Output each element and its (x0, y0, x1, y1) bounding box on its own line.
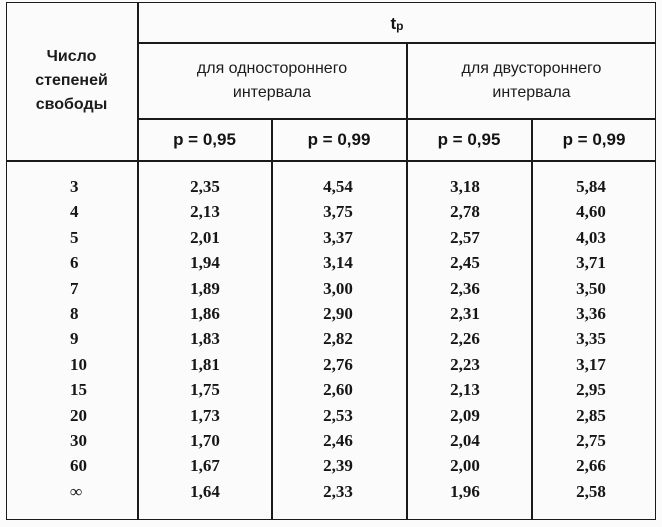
table-cell: 3,35 (576, 329, 606, 349)
table-cell: 2,95 (576, 380, 606, 400)
table-cell: 1,73 (190, 405, 220, 425)
table-cell: 10 (70, 354, 87, 374)
table-cell: 4,60 (576, 202, 606, 222)
divider-two-sided-p (531, 118, 533, 520)
table-cell: 3,71 (576, 253, 606, 273)
table-cell: 1,89 (190, 278, 220, 298)
table-cell: 2,33 (323, 481, 353, 501)
tp-symbol: t (390, 14, 397, 33)
group-one-sided-line-2: интервала (232, 84, 312, 101)
p-header-two-sided-095: p = 0,95 (437, 130, 501, 149)
table-cell: 2,01 (190, 227, 220, 247)
table-cell: 1,70 (190, 430, 220, 450)
table-cell: 2,23 (450, 354, 480, 374)
group-two-sided-line-2: интервала (492, 84, 571, 101)
table-cell: 30 (70, 430, 87, 450)
table-cell: 3,00 (323, 278, 353, 298)
table-cell: 5,84 (576, 177, 606, 196)
p-header-one-sided-099: p = 0,99 (307, 130, 371, 149)
table-cell: 1,96 (450, 481, 480, 501)
table-cell: 60 (70, 456, 87, 476)
table-cell: 3,36 (576, 303, 606, 323)
table-cell: 3 (70, 177, 79, 196)
table-cell: 2,36 (450, 278, 480, 298)
df-header (6, 2, 137, 160)
one-sided-095-column (170, 174, 240, 504)
tp-header (138, 6, 656, 42)
table-cell: 2,26 (450, 329, 480, 349)
group-two-sided-line-1: для двустороннего (461, 60, 602, 77)
table-cell: 5 (70, 227, 79, 247)
table-cell: 2,13 (190, 202, 220, 222)
tp-subscript: p (396, 19, 404, 33)
table-cell: 1,67 (190, 456, 220, 476)
df-header-line-2: степеней (35, 72, 108, 89)
table-cell: 2,90 (323, 303, 353, 323)
table-cell: 2,13 (450, 380, 480, 400)
rule-under-header (6, 160, 656, 162)
table-cell: 2,45 (450, 253, 480, 273)
table-cell: 1,81 (190, 354, 220, 374)
table-cell: 2,53 (323, 405, 353, 425)
table-cell: 2,76 (323, 354, 353, 374)
table-cell: 2,66 (576, 456, 606, 476)
table-cell: 2,75 (576, 430, 606, 450)
table-cell: 3,50 (576, 278, 606, 298)
table-cell: 2,04 (450, 430, 480, 450)
table-cell: 2,78 (450, 202, 480, 222)
group-one-sided-line-1: для одностороннего (196, 60, 348, 77)
table-cell: 4,54 (323, 177, 353, 196)
p-header-two-sided-099: p = 0,99 (562, 130, 626, 149)
table-cell: 2,09 (450, 405, 480, 425)
table-cell: 2,00 (450, 456, 480, 476)
group-two-sided-header (407, 44, 656, 118)
table-cell: 2,85 (576, 405, 606, 425)
table-cell: 4 (70, 202, 79, 222)
table-cell: 4,03 (576, 227, 606, 247)
table-cell: 2,60 (323, 380, 353, 400)
table-cell: 1,64 (190, 481, 220, 501)
table-cell: 9 (70, 329, 79, 349)
table-cell: 1,75 (190, 380, 220, 400)
table-cell: 3,75 (323, 202, 353, 222)
table-cell: 1,94 (190, 253, 220, 273)
divider-one-sided-p (271, 118, 273, 520)
table-cell: 7 (70, 278, 79, 298)
two-sided-099-column (556, 174, 626, 504)
table-cell: ∞ (70, 481, 83, 501)
df-header-line-1: Число (46, 48, 97, 65)
df-column (70, 174, 130, 504)
table-cell: 15 (70, 380, 87, 400)
table-cell: 3,14 (323, 253, 353, 273)
table-cell: 1,83 (190, 329, 220, 349)
table-cell: 8 (70, 303, 79, 323)
group-one-sided-header (138, 44, 406, 118)
table-cell: 2,57 (450, 227, 480, 247)
table-cell: 6 (70, 253, 79, 273)
two-sided-095-column (430, 174, 500, 504)
table-cell: 3,17 (576, 354, 606, 374)
p-header-one-sided-095: p = 0,95 (173, 130, 236, 149)
one-sided-099-column (303, 174, 373, 504)
table-cell: 1,86 (190, 303, 220, 323)
table-cell: 2,46 (323, 430, 353, 450)
table-cell: 2,82 (323, 329, 353, 349)
table-cell: 3,18 (450, 177, 480, 196)
table-cell: 2,31 (450, 303, 480, 323)
table-cell: 20 (70, 405, 87, 425)
table-cell: 2,39 (323, 456, 353, 476)
table-cell: 2,35 (190, 177, 220, 196)
table-cell: 3,37 (323, 227, 353, 247)
df-header-line-3: свободы (35, 96, 108, 113)
table-cell: 2,58 (576, 481, 606, 501)
